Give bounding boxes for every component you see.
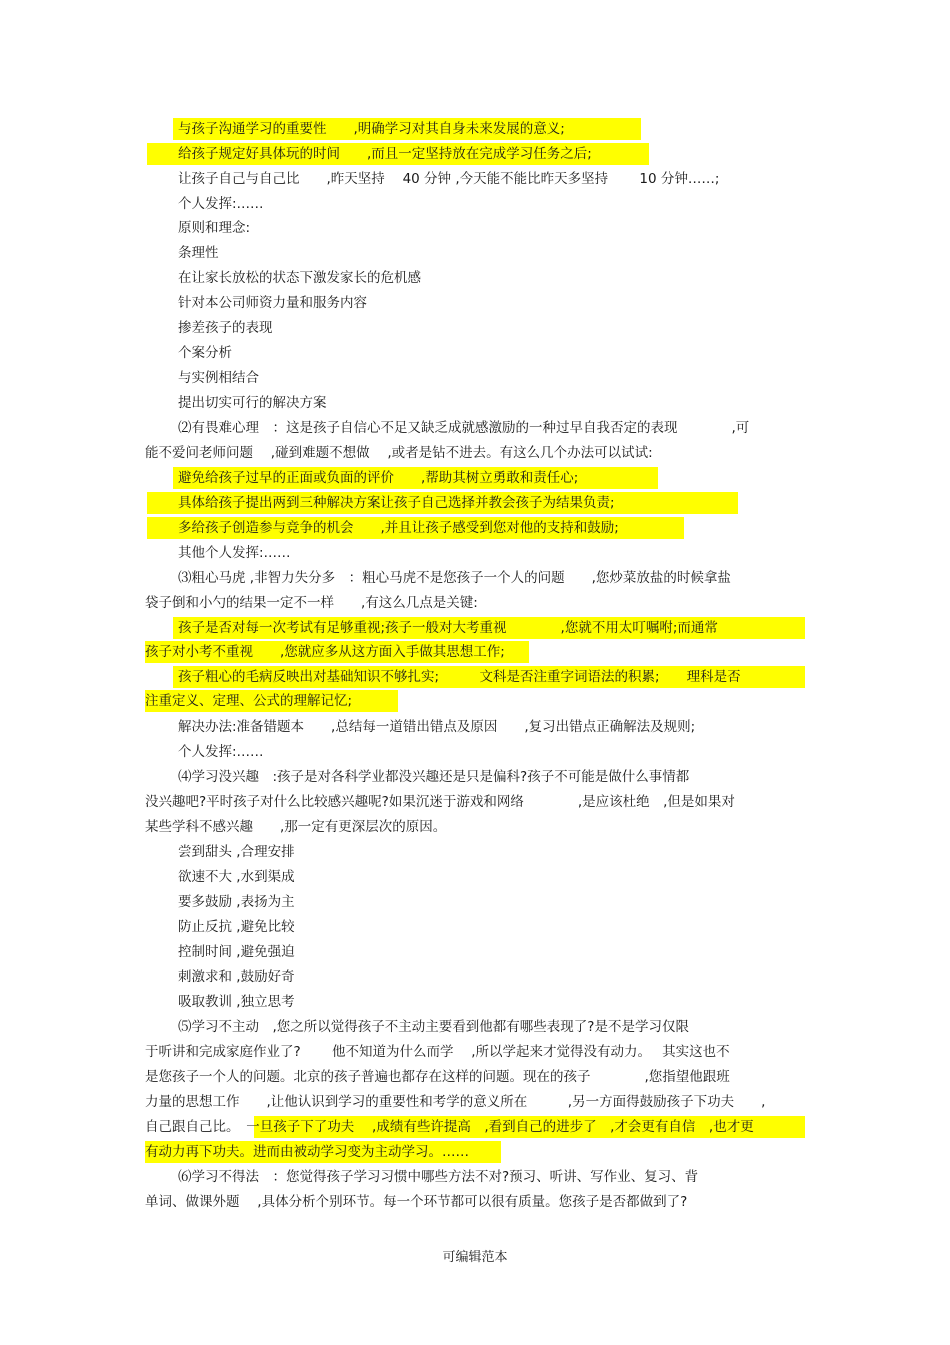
text-line: 控制时间 ,避免强迫 <box>178 944 295 960</box>
text-line: 力量的思想工作 ,让他认识到学习的重要性和考学的意义所在 ,另一方面得鼓励孩子下功夫 , <box>145 1094 766 1110</box>
text-line: 在让家长放松的状态下激发家长的危机感 <box>178 270 421 286</box>
text-line: 提出切实可行的解决方案 <box>178 395 327 411</box>
text-line: 是您孩子一个人的问题。北京的孩子普遍也都存在这样的问题。现在的孩子 ,您指望他跟班 <box>145 1069 730 1085</box>
text-line: 个案分析 <box>178 345 232 361</box>
text-line: 让孩子自己与自己比 ,昨天坚持 40 分钟 ,今天能不能比昨天多坚持 10 分钟……; <box>178 171 720 187</box>
text-line: ⑷学习没兴趣 :孩子是对各科学业都没兴趣还是只是偏科?孩子不可能是做什么事情都 <box>178 769 690 785</box>
text-line: ⑶粗心马虎 ,非智力失分多 ：粗心马虎不是您孩子一个人的问题 ,您炒菜放盐的时候拿盐 <box>178 570 731 586</box>
text-line: ⑹学习不得法 ：您觉得孩子学习习惯中哪些方法不对?预习、听讲、写作业、复习、背 <box>178 1169 699 1185</box>
text-line: 具体给孩子提出两到三种解决方案让孩子自己选择并教会孩子为结果负责; <box>178 495 615 511</box>
text-line: 注重定义、定理、公式的理解记忆; <box>145 693 353 709</box>
text-line: 防止反抗 ,避免比较 <box>178 919 295 935</box>
text-line: 其他个人发挥:…… <box>178 545 291 561</box>
text-line: 能不爱问老师问题 ,碰到难题不想做 ,或者是钻不进去。有这么几个办法可以试试: <box>145 445 653 461</box>
text-line: 条理性 <box>178 245 219 261</box>
text-line: 解决办法:准备错题本 ,总结每一道错出错点及原因 ,复习出错点正确解法及规则; <box>178 719 696 735</box>
text-line: 避免给孩子过早的正面或负面的评价 ,帮助其树立勇敢和责任心; <box>178 470 579 486</box>
text-line: 与孩子沟通学习的重要性 ,明确学习对其自身未来发展的意义; <box>178 121 565 137</box>
text-line: 要多鼓励 ,表扬为主 <box>178 894 295 910</box>
text-line: 袋子倒和小勺的结果一定不一样 ,有这么几点是关键: <box>145 595 478 611</box>
text-line: 尝到甜头 ,合理安排 <box>178 844 295 860</box>
text-line: 吸取教训 ,独立思考 <box>178 994 295 1010</box>
text-line: 与实例相结合 <box>178 370 259 386</box>
text-line: 个人发挥:…… <box>178 744 264 760</box>
text-line: 某些学科不感兴趣 ,那一定有更深层次的原因。 <box>145 819 447 835</box>
text-line: 没兴趣吧?平时孩子对什么比较感兴趣呢?如果沉迷于游戏和网络 ,是应该杜绝 ,但是如果对 <box>145 794 735 810</box>
text-line: 欲速不大 ,水到渠成 <box>178 869 295 885</box>
text-line: 孩子是否对每一次考试有足够重视;孩子一般对大考重视 ,您就不用太叮嘱咐;而通常 <box>178 620 718 636</box>
text-line: 孩子对小考不重视 ,您就应多从这方面入手做其思想工作; <box>145 644 505 660</box>
page-footer: 可编辑范本 <box>442 1250 508 1265</box>
text-line: 原则和理念: <box>178 220 251 236</box>
text-line: 刺激求和 ,鼓励好奇 <box>178 969 295 985</box>
text-line: 针对本公司师资力量和服务内容 <box>178 295 367 311</box>
text-line: ⑸学习不主动 ,您之所以觉得孩子不主动主要看到他都有哪些表现了?是不是学习仅限 <box>178 1019 689 1035</box>
text-line: 单词、做课外题 ,具体分析个别环节。每一个环节都可以很有质量。您孩子是否都做到了? <box>145 1194 688 1210</box>
text-line: 孩子粗心的毛病反映出对基础知识不够扎实; 文科是否注重字词语法的积累; 理科是否 <box>178 669 741 685</box>
text-line: 于听讲和完成家庭作业了? 他不知道为什么而学 ,所以学起来才觉得没有动力。 其实这也不 <box>145 1044 730 1060</box>
text-line: 给孩子规定好具体玩的时间 ,而且一定坚持放在完成学习任务之后; <box>178 146 592 162</box>
text-line: 掺差孩子的表现 <box>178 320 273 336</box>
text-line: 有动力再下功夫。进而由被动学习变为主动学习。…… <box>145 1144 469 1160</box>
text-line: 自己跟自己比。 一旦孩子下了功夫 ,成绩有些许提高 ,看到自己的进步了 ,才会更有自信 ,也才更 <box>145 1119 754 1135</box>
text-line: ⑵有畏难心理 ：这是孩子自信心不足又缺乏成就感激励的一种过早自我否定的表现 ,可 <box>178 420 750 436</box>
text-line: 多给孩子创造参与竞争的机会 ,并且让孩子感受到您对他的支持和鼓励; <box>178 520 619 536</box>
text-line: 个人发挥:…… <box>178 196 264 212</box>
